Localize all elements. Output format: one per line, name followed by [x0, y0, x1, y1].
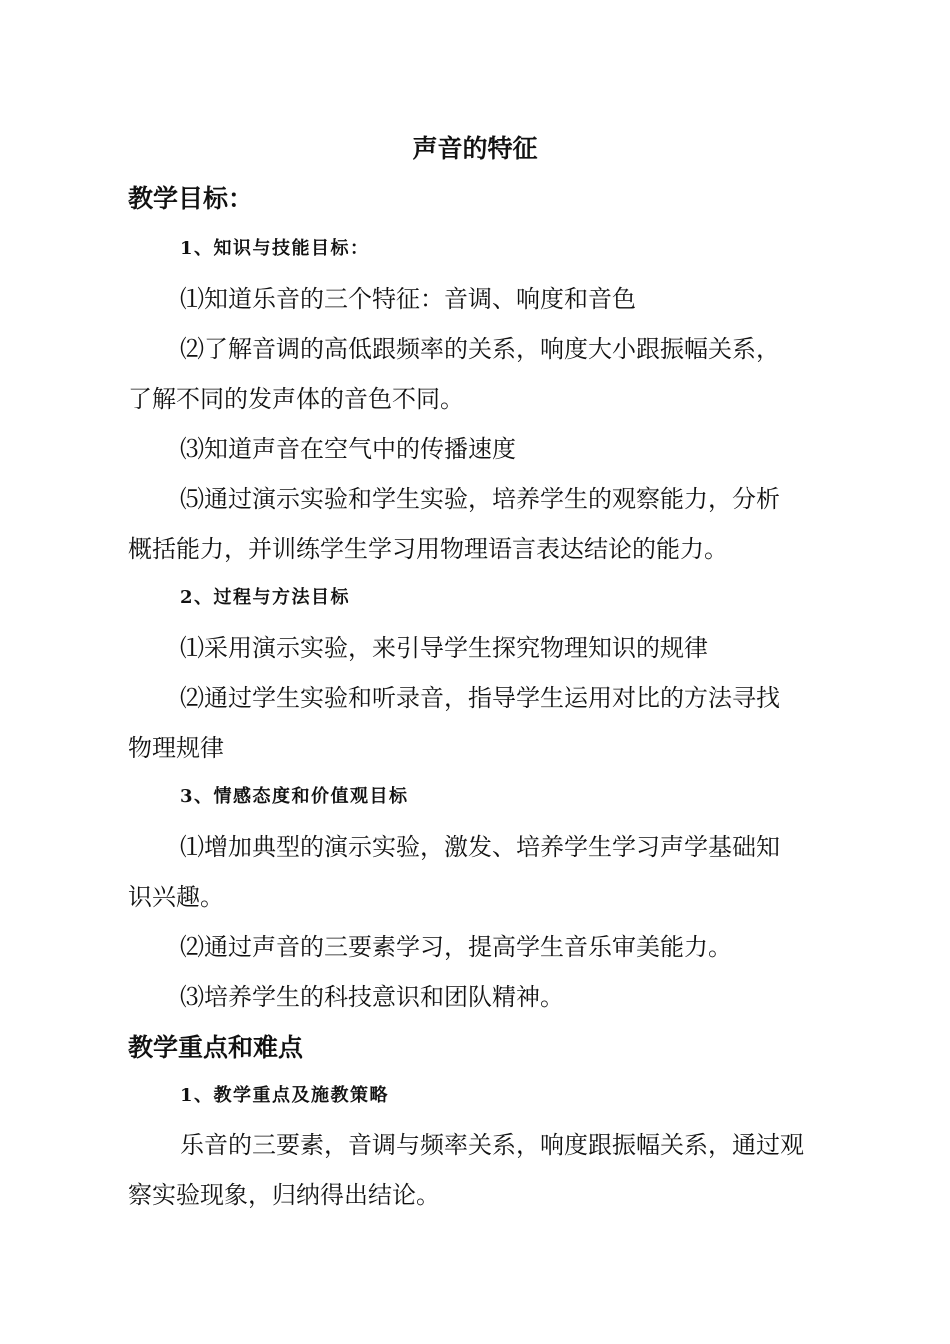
subheading-knowledge-skills: 1、知识与技能目标： [180, 238, 370, 259]
paragraph-line: ⑶培养学生的科技意识和团队精神。 [180, 983, 564, 1011]
paragraph-line: ⑶知道声音在空气中的传播速度 [180, 435, 516, 463]
subheading-emotions-values: 3、情感态度和价值观目标 [180, 786, 409, 807]
subheading-key-points-strategy: 1、教学重点及施教策略 [180, 1085, 390, 1106]
section-heading-teaching-goals: 教学目标： [128, 184, 254, 213]
paragraph-line: ⑵通过声音的三要素学习，提高学生音乐审美能力。 [180, 933, 732, 961]
paragraph-line: 了解不同的发声体的音色不同。 [128, 385, 464, 413]
paragraph-line: 物理规律 [128, 734, 224, 762]
paragraph-line: ⑴增加典型的演示实验，激发、培养学生学习声学基础知 [180, 833, 780, 861]
paragraph-line: 察实验现象，归纳得出结论。 [128, 1181, 440, 1209]
document-title: 声音的特征 [412, 134, 538, 163]
paragraph-line: 乐音的三要素，音调与频率关系，响度跟振幅关系，通过观 [180, 1131, 804, 1159]
subheading-process-methods: 2、过程与方法目标 [180, 587, 351, 608]
paragraph-line: ⑵通过学生实验和听录音，指导学生运用对比的方法寻找 [180, 684, 780, 712]
section-heading-key-points: 教学重点和难点 [128, 1033, 304, 1062]
paragraph-line: 识兴趣。 [128, 883, 224, 911]
paragraph-line: ⑵了解音调的高低跟频率的关系，响度大小跟振幅关系， [180, 335, 780, 363]
paragraph-line: ⑴采用演示实验，来引导学生探究物理知识的规律 [180, 634, 708, 662]
paragraph-line: ⑴知道乐音的三个特征：音调、响度和音色 [180, 285, 636, 313]
paragraph-line: ⑸通过演示实验和学生实验，培养学生的观察能力，分析 [180, 485, 780, 513]
paragraph-line: 概括能力，并训练学生学习用物理语言表达结论的能力。 [128, 535, 728, 563]
